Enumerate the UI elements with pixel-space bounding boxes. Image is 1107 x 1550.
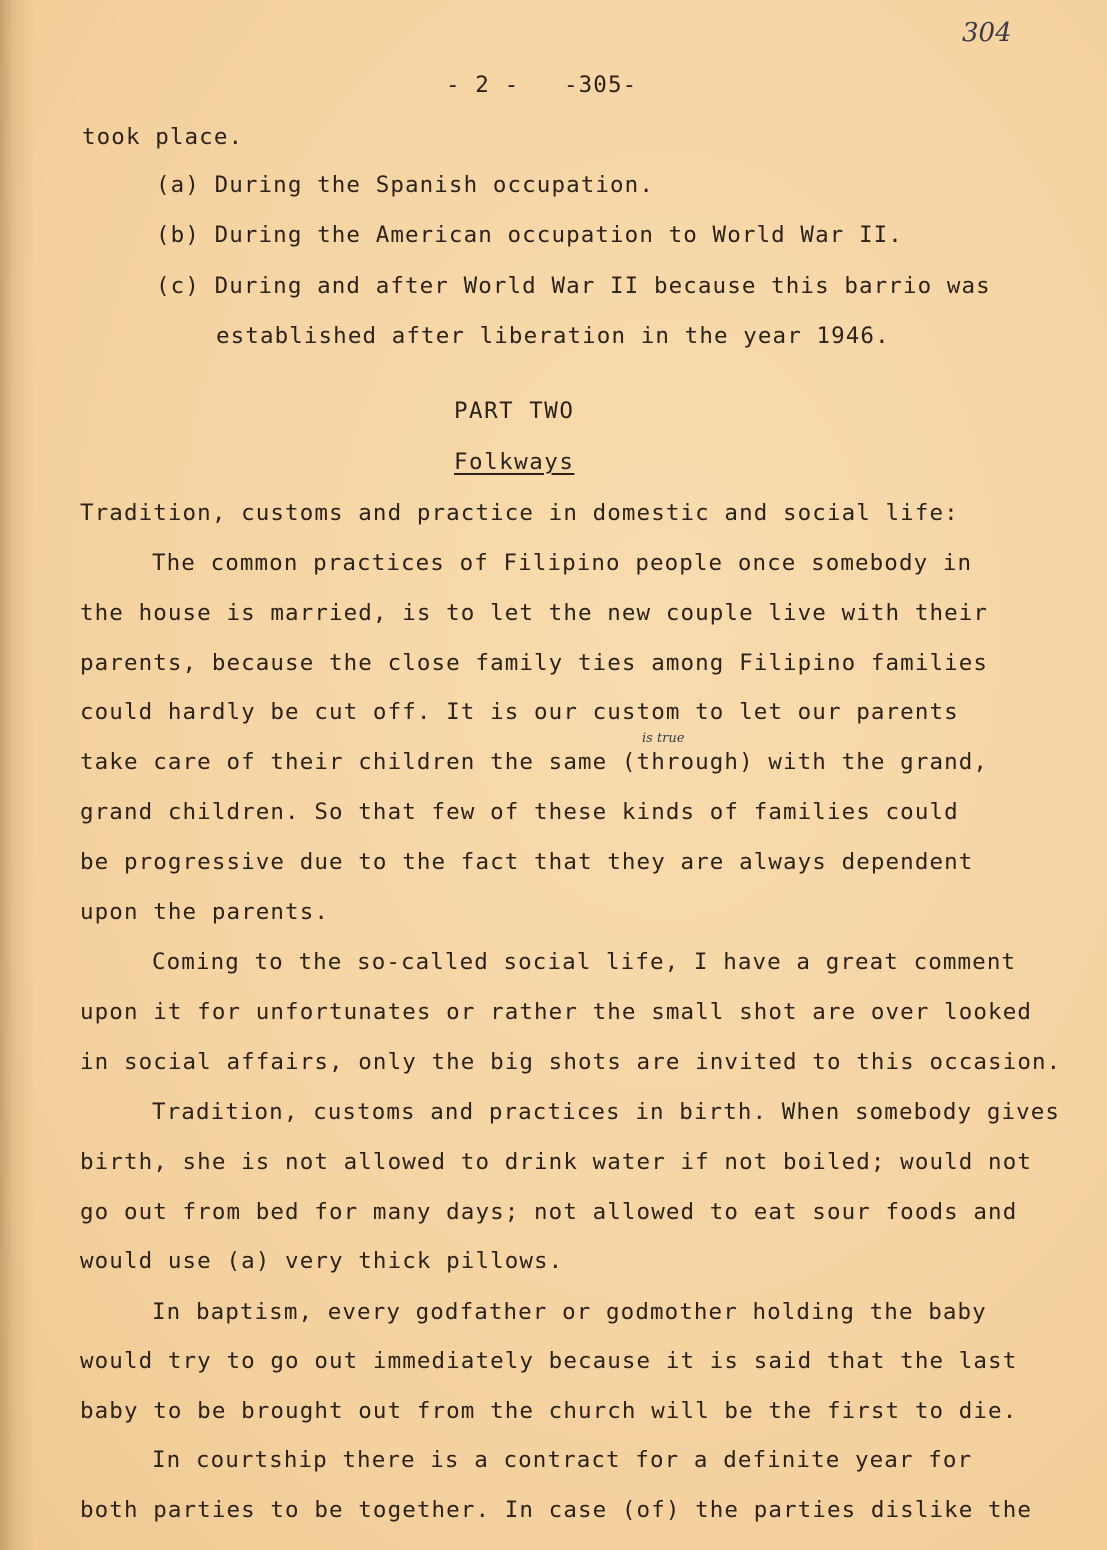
list-item: (b) During the American occupation to World War II. bbox=[156, 222, 903, 248]
text-line: be progressive due to the fact that they are always dependent bbox=[80, 849, 974, 875]
text-line: took place. bbox=[82, 124, 244, 150]
text-line: the house is married, is to let the new couple live with their bbox=[80, 600, 989, 626]
text-line: established after liberation in the year 1946. bbox=[216, 323, 890, 349]
list-item: (c) During and after World War II because this barrio was bbox=[156, 273, 991, 299]
text-line: would use (a) very thick pillows. bbox=[80, 1248, 564, 1274]
text-line: baby to be brought out from the church will be the first to die. bbox=[80, 1398, 1018, 1424]
text-line: In baptism, every godfather or godmother holding the baby bbox=[152, 1299, 987, 1325]
text-line: Coming to the so-called social life, I have a great comment bbox=[152, 949, 1017, 975]
section-heading: PART TWO bbox=[454, 398, 575, 424]
text-line: parents, because the close family ties among Filipino families bbox=[80, 650, 989, 676]
text-line: In courtship there is a contract for a definite year for bbox=[152, 1447, 973, 1473]
text-line: birth, she is not allowed to drink water if not boiled; would not bbox=[80, 1149, 1032, 1175]
page-indicator: - 2 - bbox=[446, 72, 520, 98]
text-line: grand children. So that few of these kinds of families could bbox=[80, 799, 959, 825]
text-line: in social affairs, only the big shots are invited to this occasion. bbox=[80, 1049, 1062, 1075]
handwritten-annotation: is true bbox=[642, 731, 685, 746]
text-line: both parties to be together. In case (of) the parties dislike the bbox=[80, 1497, 1032, 1523]
text-line: would try to go out immediately because it is said that the last bbox=[80, 1348, 1018, 1374]
section-subheading: Folkways bbox=[454, 449, 575, 475]
text-line: upon the parents. bbox=[80, 899, 329, 925]
text-line: The common practices of Filipino people once somebody in bbox=[152, 550, 973, 576]
text-line: Tradition, customs and practices in birth. When somebody gives bbox=[152, 1099, 1061, 1125]
text-line: could hardly be cut off. It is our custom to let our parents bbox=[80, 699, 959, 725]
list-item: (a) During the Spanish occupation. bbox=[156, 172, 654, 198]
handwritten-page-number: 304 bbox=[962, 18, 1012, 48]
text-line: upon it for unfortunates or rather the small shot are over looked bbox=[80, 999, 1032, 1025]
paragraph-heading: Tradition, customs and practice in domestic and social life: bbox=[80, 500, 959, 526]
folio-number: -305- bbox=[564, 72, 638, 98]
text-line: go out from bed for many days; not allowed to eat sour foods and bbox=[80, 1199, 1018, 1225]
text-line: take care of their children the same (through) with the grand, bbox=[80, 749, 989, 775]
